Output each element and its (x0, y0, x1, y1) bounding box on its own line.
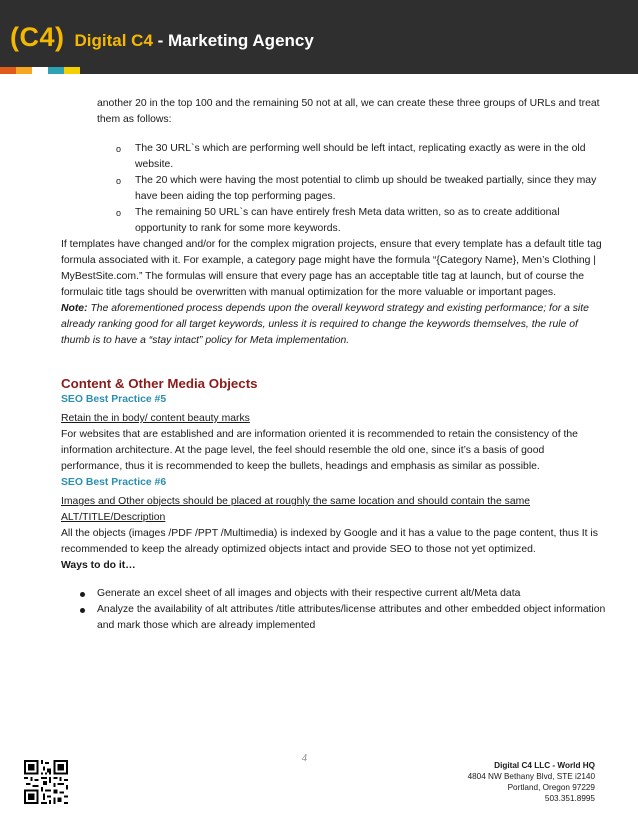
list-item: Generate an excel sheet of all images and objects with their respective current alt/Meta data (77, 586, 606, 602)
stripe-yellow (64, 67, 80, 74)
best-practice-6-subtitle: Images and Other objects should be placed at roughly the same location and should contain the same ALT/TITLE/Description (61, 496, 531, 523)
qr-code-icon (24, 760, 68, 804)
stripe-teal (48, 67, 64, 74)
address-line-1: 4804 NW Bethany Blvd, STE i2140 (467, 772, 595, 781)
section-title: Content & Other Media Objects (61, 376, 258, 391)
best-practice-5-subtitle: Retain the in body/ content beauty marks (61, 413, 250, 424)
best-practice-6-paragraph: All the objects (images /PDF /PPT /Multimedia) is indexed by Google and it has a value to the page content, thus It is recommended to keep the already optimized objects intact and provide SEO to those not yet optimized. (61, 528, 598, 555)
stripe-amber (16, 67, 32, 74)
page-number: 4 (302, 753, 307, 764)
footer-address (468, 760, 595, 804)
brand-separator: - (152, 31, 169, 50)
best-practice-6-title: SEO Best Practice #6 (61, 477, 167, 488)
company-name: Digital C4 LLC - World HQ (494, 761, 595, 770)
list-item: o The 30 URL`s which are performing well should be left intact, replicating exactly as were in the old website. (113, 141, 606, 173)
templates-paragraph: If templates have changed and/or for the complex migration projects, ensure that every template has a default title tag formula associated with it. For example, a category page might have the formula “{Category Name}, Men’s Clothing | MyBestSite.com.” The formulas will ensure that every page has an acceptable title tag at launch, but of course the formulaic title tags should be overwritten with manual optimization for the more valuable or important pages. (61, 239, 602, 298)
list-item: o The remaining 50 URL`s can have entirely fresh Meta data written, so as to create additional opportunity to rank for some more keywords. (113, 205, 606, 237)
note-text: The aforementioned process depends upon the overall keyword strategy and existing performance; for a site already ranking good for all target keywords, unless it is required to change the keywords themselves, the rule of thumb is to have a “stay intact” policy for Meta implementation. (61, 303, 589, 346)
ways-heading: Ways to do it… (61, 560, 136, 571)
url-groups-list (113, 141, 606, 237)
note-label: Note: (61, 303, 88, 314)
stripe-white (32, 67, 48, 74)
document-body (61, 96, 606, 634)
note-paragraph (61, 301, 606, 349)
list-item: o The 20 which were having the most potential to climb up should be tweaked partially, since they may have been aiding the top performing pages. (113, 173, 606, 205)
address-line-2: Portland, Oregon 97229 (507, 783, 595, 792)
list-item: Analyze the availability of alt attributes /title attributes/license attributes and other embedded object information and mark those which are already implemented (77, 602, 606, 634)
brand-title (10, 22, 314, 53)
c4-logo: (C4) (10, 22, 65, 52)
stripe-orange (0, 67, 16, 74)
brand-name: Digital C4 (74, 31, 153, 50)
color-stripes (0, 67, 80, 74)
phone-number: 503.351.8995 (544, 794, 595, 803)
ways-list (77, 586, 606, 634)
best-practice-5-paragraph: For websites that are established and are information oriented it is recommended to retain the consistency of the information architecture. At the page level, the feel should resemble the old one, since it’s a basis of good performance, thus it is recommended to keep the bullets, headings and emphasis as similar as possible. (61, 429, 578, 472)
intro-paragraph: another 20 in the top 100 and the remaining 50 not at all, we can create these three groups of URLs and treat them as follows: (97, 98, 600, 125)
brand-tagline: Marketing Agency (168, 31, 314, 50)
page-header (0, 0, 638, 74)
best-practice-5-title: SEO Best Practice #5 (61, 394, 167, 405)
